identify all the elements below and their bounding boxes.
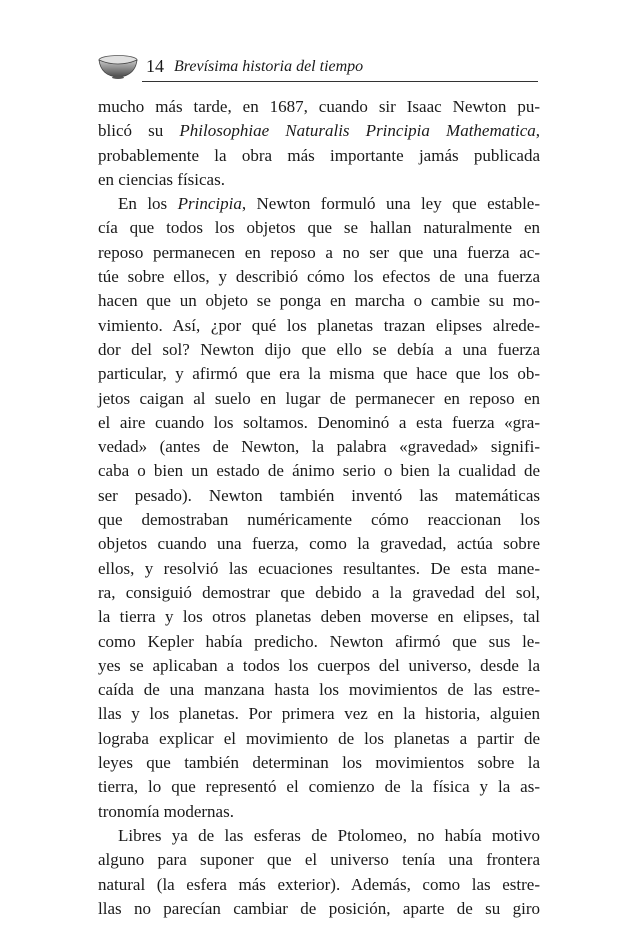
text-run: que demostraban numéricamente cómo reaccionan los — [98, 510, 540, 530]
body-text — [98, 95, 540, 921]
text-line — [98, 435, 540, 459]
text-run: llas no parecían cambiar de posición, aparte de su giro — [98, 898, 540, 918]
text-line — [98, 800, 540, 824]
running-title: Brevísima historia del tiempo — [174, 58, 364, 75]
text-line — [98, 95, 540, 119]
text-line — [98, 581, 540, 605]
page-number: 14 — [146, 56, 164, 76]
text-run: alguno para suponer que el universo tenía una frontera — [98, 850, 540, 870]
text-run: vedad» (antes de Newton, la palabra «gravedad» signifi- — [98, 437, 540, 457]
text-run: el aire cuando los soltamos. Denominó a esta fuerza «gra- — [98, 412, 540, 432]
text-run: tronomía modernas. — [98, 801, 234, 821]
text-run: leyes que también determinan los movimientos sobre la — [98, 753, 540, 773]
text-run: mucho más tarde, en 1687, cuando sir Isaac Newton pu- — [98, 97, 540, 116]
text-run: En los — [118, 194, 178, 214]
text-run: la tierra y los otros planetas deben moverse en elipses, tal — [98, 607, 540, 627]
text-line — [98, 289, 540, 313]
text-line — [98, 314, 540, 338]
bowl-icon — [98, 54, 138, 80]
text-run: ser pesado). Newton también inventó las matemáticas — [98, 485, 540, 505]
text-run: ra, consiguió demostrar que debido a la gravedad del sol, — [98, 582, 540, 602]
text-line — [98, 848, 540, 872]
text-line — [98, 338, 540, 362]
text-run: objetos cuando una fuerza, como la gravedad, actúa sobre — [98, 534, 540, 554]
text-line — [98, 459, 540, 483]
text-run: caba o bien un estado de ánimo serio o bien la cualidad de — [98, 461, 540, 481]
text-run: , Newton formuló una ley que estable- — [241, 194, 541, 214]
text-run: dor del sol? Newton dijo que ello se debía a una fuerza — [98, 339, 540, 359]
text-run: , — [535, 121, 540, 141]
text-run: túe sobre ellos, y describió cómo los efectos de una fuerza — [98, 267, 540, 287]
text-run: cía que todos los objetos que se hallan naturalmente en — [98, 218, 540, 238]
text-run: hacen que un objeto se ponga en marcha o cambie su mo- — [98, 291, 540, 311]
italic-title: Philosophiae Naturalis Principia Mathematica — [179, 121, 536, 141]
text-line — [98, 605, 540, 629]
text-run: particular, y afirmó que era la misma que hace que los ob- — [98, 364, 540, 384]
text-run: ellos, y resolvió las ecuaciones resultantes. De esta mane- — [98, 558, 540, 578]
text-run: en ciencias físicas. — [98, 169, 225, 189]
text-line — [98, 192, 540, 216]
text-line — [98, 897, 540, 921]
text-run: Libres ya de las esferas de Ptolomeo, no había motivo — [118, 825, 540, 845]
text-run: tierra, lo que representó el comienzo de la física y la as- — [98, 777, 540, 797]
text-line — [98, 630, 540, 654]
text-line — [98, 241, 540, 265]
text-run: probablemente la obra más importante jamás publicada — [98, 145, 540, 165]
header-rule — [142, 81, 538, 82]
text-line — [98, 824, 540, 848]
text-run: natural (la esfera más exterior). Además, como las estre- — [98, 874, 540, 894]
text-line — [98, 873, 540, 897]
text-run: caída de una manzana hasta los movimientos de las estre- — [98, 680, 540, 700]
text-line — [98, 387, 540, 411]
italic-title: Principia — [177, 194, 242, 214]
text-run: vimiento. Así, ¿por qué los planetas trazan elipses alrede- — [98, 315, 540, 335]
text-line — [98, 508, 540, 532]
text-line — [98, 411, 540, 435]
text-run: llas y los planetas. Por primera vez en la historia, alguien — [98, 704, 540, 724]
text-line — [98, 727, 540, 751]
text-line — [98, 265, 540, 289]
text-run: yes se aplicaban a todos los cuerpos del universo, desde la — [98, 655, 540, 675]
text-run: lograba explicar el movimiento de los planetas a partir de — [98, 728, 540, 748]
text-line — [98, 654, 540, 678]
text-line — [98, 144, 540, 168]
text-run: como Kepler había predicho. Newton afirmó que sus le- — [98, 631, 540, 651]
text-line — [98, 678, 540, 702]
text-line — [98, 751, 540, 775]
text-run: reposo permanecen en reposo a no ser que una fuerza ac- — [98, 242, 540, 262]
text-run: blicó su — [98, 121, 180, 141]
text-line — [98, 168, 540, 192]
text-line — [98, 216, 540, 240]
text-run: jetos caigan al suelo en lugar de permanecer en reposo en — [98, 388, 540, 408]
text-line — [98, 362, 540, 386]
text-line — [98, 775, 540, 799]
text-line — [98, 702, 540, 726]
text-line — [98, 532, 540, 556]
text-line — [98, 119, 540, 143]
text-line — [98, 484, 540, 508]
page-header — [98, 50, 538, 80]
text-line — [98, 557, 540, 581]
